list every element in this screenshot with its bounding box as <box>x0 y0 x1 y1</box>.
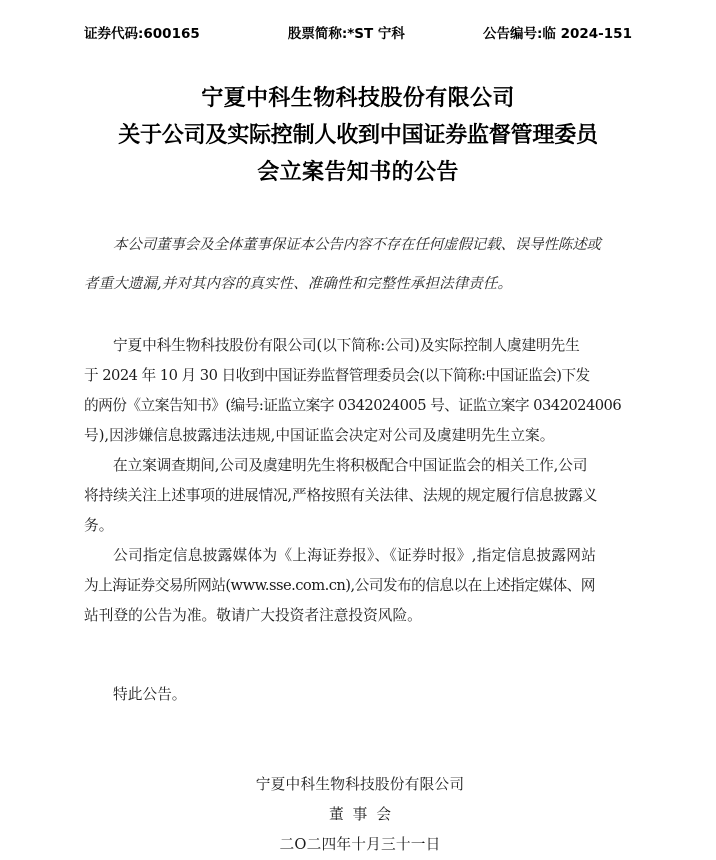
document-header <box>84 22 632 42</box>
title-line-3: 会立案告知书的公告 <box>257 160 459 185</box>
announcement-number: 公告编号:临 2024-151 <box>483 26 632 42</box>
paragraph-line: 务。 <box>84 517 114 534</box>
signature-date: 二O二四年十月三十一日 <box>279 836 441 853</box>
paragraph-line: 为上海证券交易所网站(www.sse.com.cn),公司发布的信息以在上述指定媒体、网 <box>84 577 595 594</box>
page-title <box>84 80 632 191</box>
signature-board: 董事会 <box>328 806 401 823</box>
paragraph-line: 公司指定信息披露媒体为《上海证券报》、《证券时报》,指定信息披露网站 <box>113 547 597 564</box>
stock-abbreviation: 股票简称:*ST 宁科 <box>287 26 405 42</box>
case-notice-paragraph <box>84 331 636 451</box>
closing-statement: 特此公告。 <box>113 686 187 703</box>
signature-block <box>84 770 636 860</box>
paragraph-line: 号),因涉嫌信息披露违法违规,中国证监会决定对公司及虞建明先生立案。 <box>84 427 555 444</box>
signature-company-name: 宁夏中科生物科技股份有限公司 <box>255 776 465 793</box>
board-disclaimer <box>84 226 634 304</box>
paragraph-line: 宁夏中科生物科技股份有限公司(以下简称:公司)及实际控制人虞建明先生 <box>113 337 580 354</box>
paragraph-line: 将持续关注上述事项的进展情况,严格按照有关法律、法规的规定履行信息披露义 <box>84 487 598 504</box>
paragraph-line: 在立案调查期间,公司及虞建明先生将积极配合中国证监会的相关工作,公司 <box>113 457 588 474</box>
paragraph-line: 于 2024 年 10 月 30 日收到中国证券监督管理委员会(以下简称:中国证监会)下发 <box>84 367 590 384</box>
paragraph-line: 站刊登的公告为准。敬请广大投资者注意投资风险。 <box>84 607 422 624</box>
security-code: 证券代码:600165 <box>84 26 200 42</box>
title-line-2: 关于公司及实际控制人收到中国证券监督管理委员 <box>118 123 598 148</box>
title-line-1: 宁夏中科生物科技股份有限公司 <box>201 86 515 111</box>
paragraph-line: 的两份《立案告知书》(编号:证监立案字 0342024005 号、证监立案字 0342024006 <box>84 397 622 414</box>
disclaimer-line-2: 者重大遗漏,并对其内容的真实性、准确性和完整性承担法律责任。 <box>84 276 513 292</box>
disclaimer-line-1: 本公司董事会及全体董事保证本公告内容不存在任何虚假记载、误导性陈述或 <box>113 237 601 253</box>
cooperation-paragraph <box>84 451 636 541</box>
document-body <box>84 331 636 631</box>
disclosure-media-paragraph <box>84 541 636 631</box>
